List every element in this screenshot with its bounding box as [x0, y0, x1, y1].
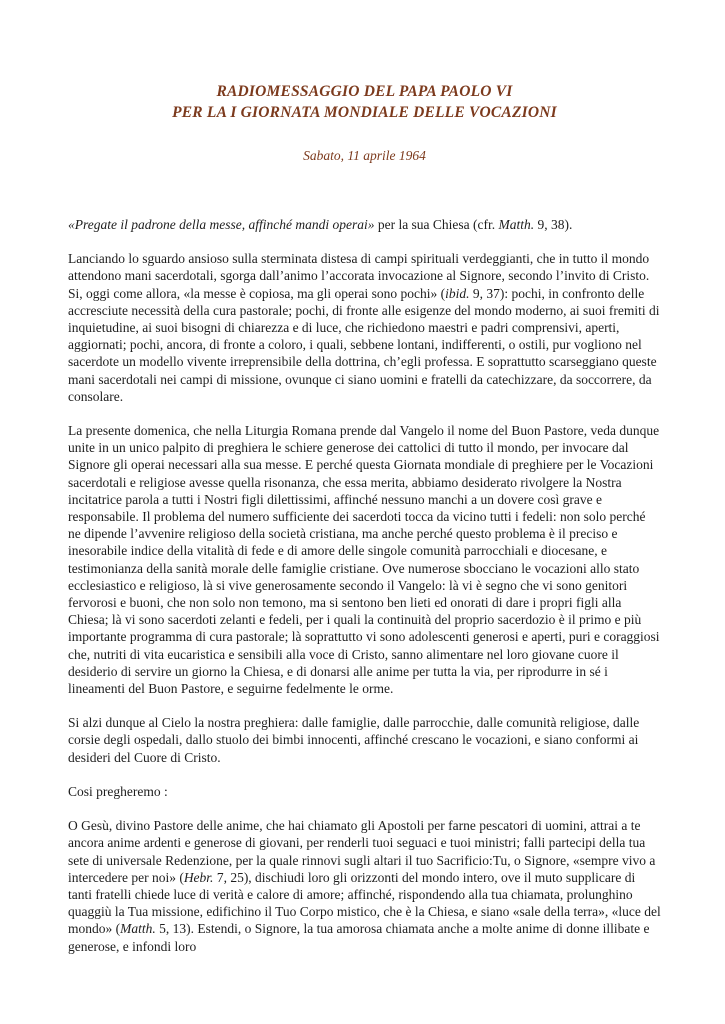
italic-text-run: «Pregate il padrone della messe, affinché mandi operai» — [68, 217, 375, 232]
paragraph — [68, 817, 661, 955]
text-run: 7, 25), dischiudi loro gli orizzonti del mondo intero, ove il muto supplicare di tanti fratelli chiede luce di verità e calore di amore; affinché, rispondendo alla tua chiamata, prolunghino quaggiù la Tua missione, edifichino il Tuo Corpo mistico, che è la Chiesa, e siano «sale della terra», «luce del mondo» ( — [68, 869, 661, 937]
italic-text-run: Hebr. — [183, 869, 214, 885]
title-line-1: RADIOMESSAGGIO DEL PAPA PAOLO VI — [216, 83, 513, 100]
text-run: 9, 38). — [534, 217, 573, 232]
text-run: 9, 37): pochi, in confronto delle accresciute necessità della cura pastorale; pochi, di fronte alle esigenze del mondo moderno, ai suoi fremiti di inquietudine, ai suoi bisogni di chiarezza e di luce, che richiedono maestri e padri comprensivi, aperti, aggiornati; pochi, ancora, di fronte a coloro, i quali, sebbene lontani, indifferenti, o ostili, pur vogliono nel sacerdote un modello vivente irreprensibile della dottrina, ch’egli professa. E soprattutto scarseggiano queste mani sacerdotali nei campi di missione, ovunque ci siano uomini e fratelli da catechizzare, da soccorrere, da consolare. — [68, 285, 660, 404]
text-run: La presente domenica, che nella Liturgia Romana prende dal Vangelo il nome del Buon Pastore, veda dunque unite in un unico palpito di preghiera le schiere generose dei cattolici di tutto il mondo, per invocare dal Signore gli operai necessari alla sua messe. E perché questa Giornata mondiale di preghiere per le Vocazioni sacerdotali e religiose avesse quella risonanza, che essa merita, abbiamo desiderato rivolgere la Nostra incitatrice parola a tutti i Nostri figli dilettissimi, affinché nessuno manchi a un dovere così grave e responsabile. Il problema del numero sufficiente dei sacerdoti tocca da vicino tutti i fedeli: non solo perché ne dipende l’avvenire religioso della società cristiana, ma anche perché questo problema è il preciso e inesorabile indice della vitalità di fede e di amore delle singole comunità parrocchiali e diocesane, e testimonianza della sanità morale delle famiglie cristiane. Ove numerose sbocciano le vocazioni allo stato ecclesiastico e religioso, là si vive generosamente secondo il Vangelo: là vi è segno che vi sono genitori fervorosi e buoni, che non solo non temono, ma si sentono ben lieti ed onorati di dare i propri figli alla Chiesa; là vi sono sacerdoti zelanti e fedeli, per i quali la continuità del proprio sacerdozio è il primo e più importante programma di cura pastorale; là soprattutto vi sono adolescenti generosi e aperti, puri e coraggiosi che, nutriti di vita eucaristica e sensibili alla voce di Cristo, sanno alimentare nel loro giovane cuore il desiderio di servire un giorno la Chiesa, e di donarsi alle anime per tutta la via, per riprodurre in sé i lineamenti del Buon Pastore, e seguirne fedelmente le orme. — [68, 423, 660, 697]
italic-text-run: Matth. — [120, 921, 156, 937]
italic-text-run: Matth. — [498, 217, 535, 232]
text-run: per la sua Chiesa (cfr. — [374, 217, 499, 232]
italic-text-run: ibid. — [445, 285, 470, 301]
title-line-2: PER LA I GIORNATA MONDIALE DELLE VOCAZIONI — [172, 103, 557, 121]
paragraph — [68, 250, 661, 405]
paragraph — [68, 422, 661, 697]
document-date: Sabato, 11 aprile 1964 — [303, 148, 426, 163]
paragraph — [68, 714, 661, 766]
text-run: Si alzi dunque al Cielo la nostra preghiera: dalle famiglie, dalle parrocchie, dalle comunità religiose, dalle corsie degli ospedali, dallo stuolo dei bimbi innocenti, affinché crescano le vocazioni, e siano conformi ai desideri del Cuore di Cristo. — [68, 715, 640, 765]
text-run: Lanciando lo sguardo ansioso sulla sterminata distesa di campi spirituali verdeggianti, che in tutto il mondo attendono mani sacerdotali, sgorga dall’animo l’accorata invocazione al Signore, secondo l’invito di Cristo. Si, oggi come allora, «la messe è copiosa, ma gli operai sono pochi» ( — [68, 251, 650, 301]
text-run: Cosi pregheremo : — [68, 783, 168, 799]
paragraph — [68, 783, 661, 800]
document-title — [68, 82, 661, 123]
text-run: O Gesù, divino Pastore delle anime, che hai chiamato gli Apostoli per farne pescatori di uomini, attrai a te ancora anime ardenti e generose di giovani, per renderli tuoi seguaci e tuoi ministri; falli partecipi della tua sete di universale Redenzione, per la quale rinnovi sugli altari il tuo Sacrificio:Tu, o Signore, «sempre vivo a intercedere per noi» ( — [68, 818, 656, 885]
document-header — [68, 82, 661, 164]
text-run: 5, 13). Estendi, o Signore, la tua amorosa chiamata anche a molte anime di donne illibate e generose, e infondi loro — [68, 921, 650, 954]
paragraph — [68, 216, 661, 233]
document-body — [68, 216, 661, 955]
